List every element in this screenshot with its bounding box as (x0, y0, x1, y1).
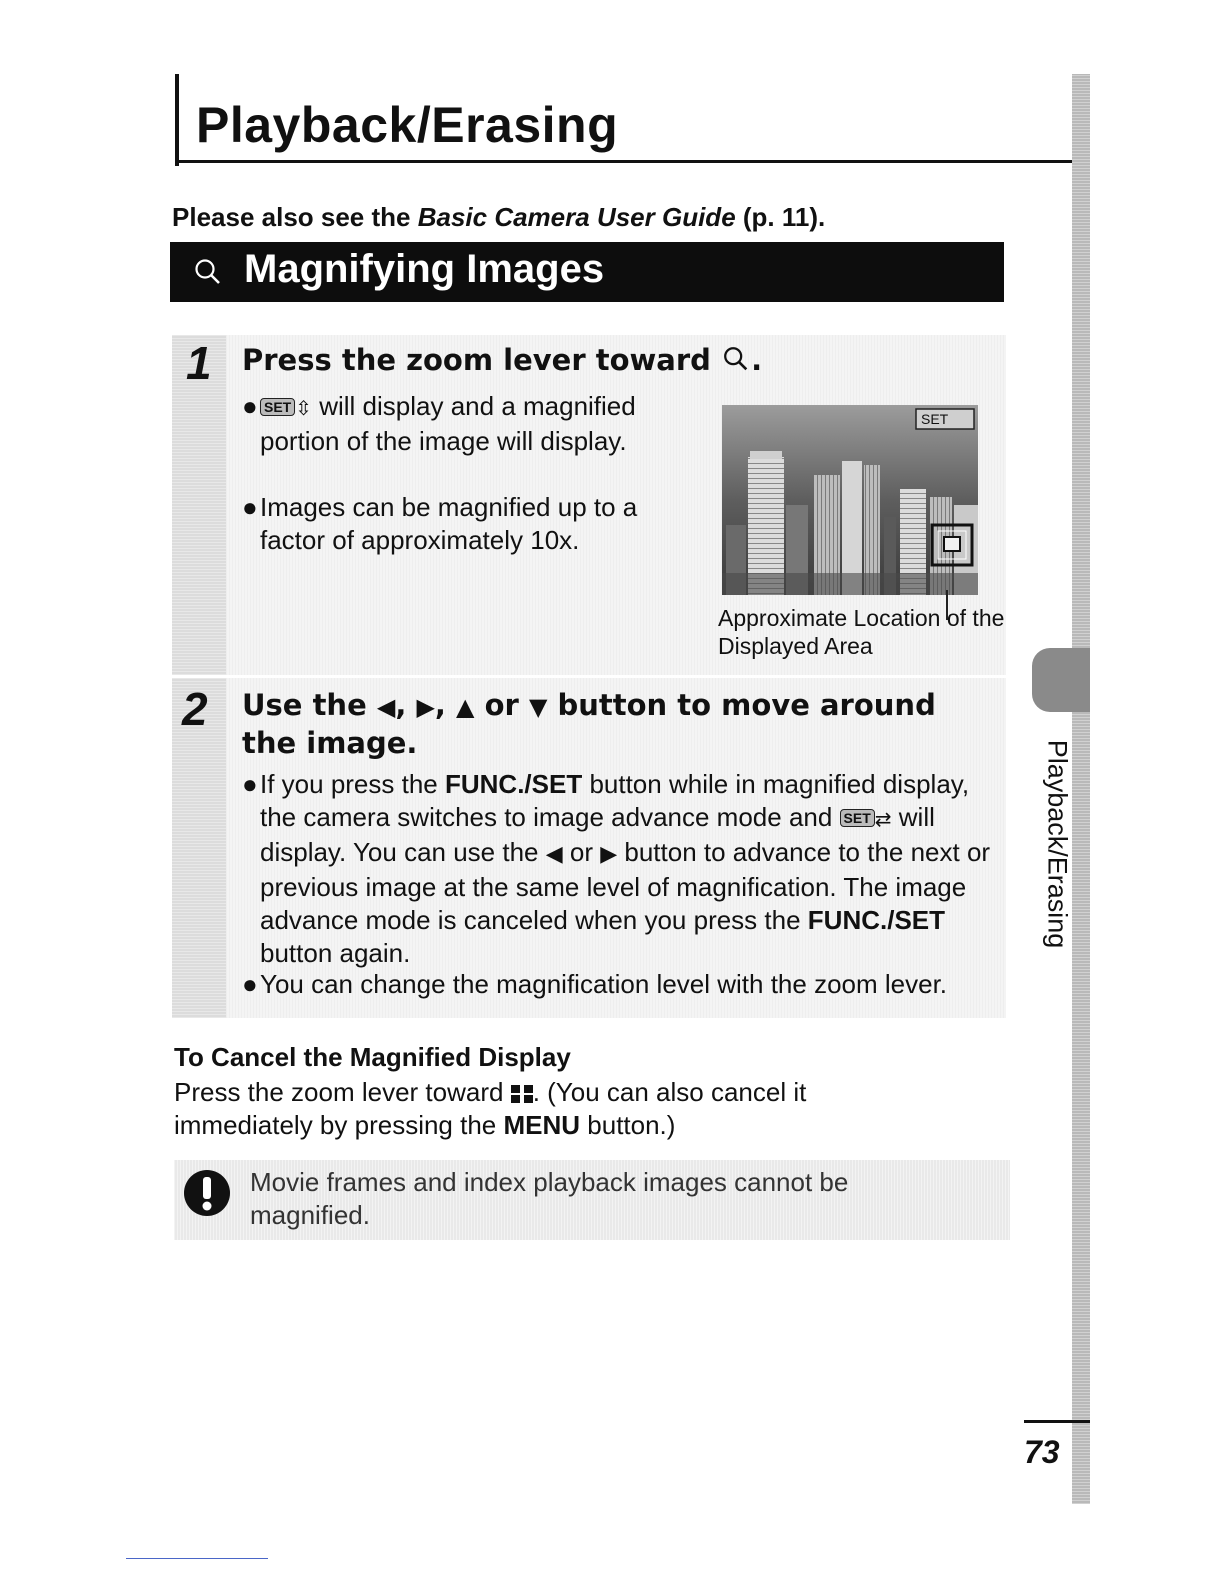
down-arrow-icon: ▼ (528, 693, 548, 721)
chapter-title: Playback/Erasing (196, 97, 619, 153)
image-caption: Approximate Location of the Displayed Area (718, 605, 1005, 659)
up-arrow-icon: ▲ (456, 693, 475, 721)
bullet-icon: ● (242, 391, 258, 421)
caution-icon (182, 1168, 232, 1218)
left-arrow-icon: ◀ (545, 842, 563, 867)
index-grid-icon (511, 1085, 533, 1103)
magnify-mode-icon: ⇳ (295, 396, 312, 420)
see-also-line: Please also see the Basic Camera User Guide (p. 11). (172, 202, 826, 232)
step-1-heading: Press the zoom lever toward . (242, 343, 763, 377)
step-2-number: 2 (182, 683, 208, 735)
footer-line (126, 1558, 268, 1559)
camera-screen-image (722, 405, 978, 595)
right-arrow-icon: ▶ (600, 842, 618, 867)
cancel-heading: To Cancel the Magnified Display (174, 1042, 571, 1072)
screen-set-badge: SET (921, 411, 949, 427)
section-banner (170, 242, 1004, 302)
section-title: Magnifying Images (244, 247, 605, 291)
side-tab-label: Playback/Erasing (1042, 739, 1073, 949)
left-arrow-icon: ◀ (376, 693, 396, 721)
func-set-label: FUNC./SET (444, 769, 583, 799)
side-tab-marker (1032, 648, 1090, 712)
bullet-icon: ● (242, 969, 258, 999)
magnify-icon (721, 344, 751, 374)
page-number-rule (1024, 1420, 1090, 1423)
func-set-label: FUNC./SET (807, 905, 946, 935)
image-advance-icon: ⇄ (874, 807, 892, 831)
step-1-number: 1 (186, 337, 212, 389)
magnify-icon (192, 256, 224, 288)
set-button-icon: SET (260, 398, 295, 416)
title-underline (175, 160, 1090, 163)
step-2-heading: Use the ◀, ▶, ▲ or ▼ button to move around the image. (242, 688, 936, 760)
page-number: 73 (1024, 1434, 1060, 1470)
caution-text: Movie frames and index playback images cannot be magnified. (250, 1167, 849, 1230)
bullet-icon: ● (242, 769, 258, 799)
title-rule (175, 74, 179, 166)
bullet-icon: ● (242, 492, 258, 522)
right-arrow-icon: ▶ (416, 693, 435, 721)
cancel-body: Press the zoom lever toward . (You can also cancel it immediately by pressing the MENU button.) (174, 1077, 807, 1140)
guide-title: Basic Camera User Guide (417, 202, 736, 232)
menu-label: MENU (503, 1110, 581, 1140)
set-button-icon: SET (840, 809, 875, 827)
